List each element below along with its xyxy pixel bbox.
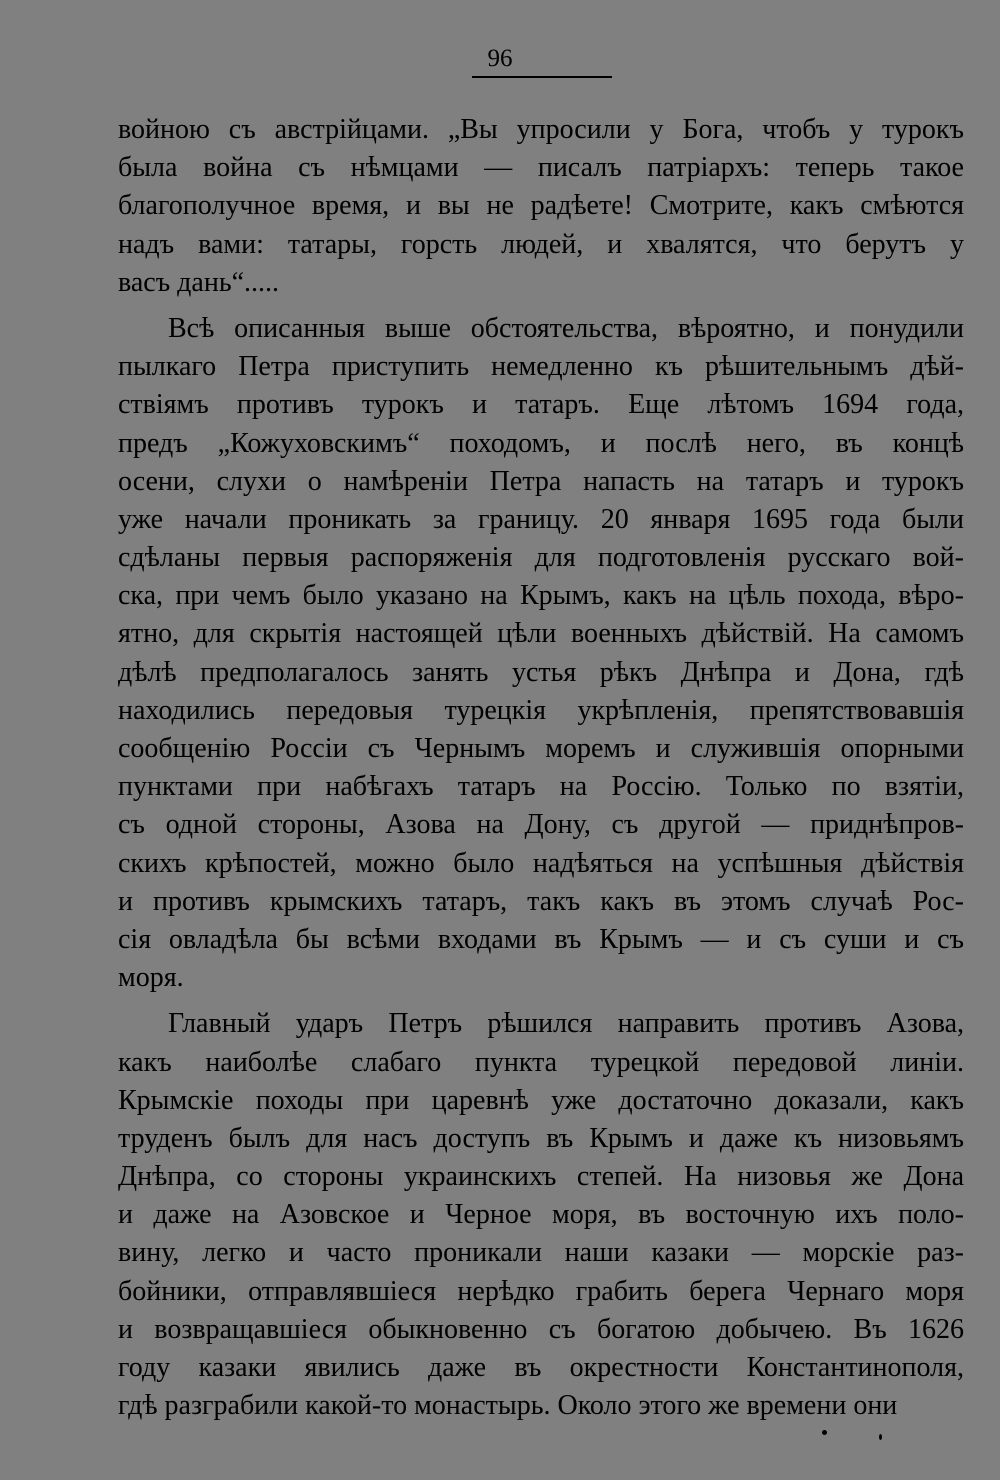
- text-line: скихъ крѣпостей, можно было надѣяться на успѣшныя дѣйствія: [118, 847, 964, 879]
- paragraph-gap: [118, 997, 964, 1005]
- text-line: бойники, отправлявшіеся нерѣдко грабить берега Чернаго моря: [118, 1275, 964, 1307]
- body-text: [118, 111, 964, 1425]
- paragraph-gap: [118, 302, 964, 310]
- header-rule: [472, 76, 612, 78]
- text-line: васъ дань“.....: [118, 266, 280, 298]
- text-line: и противъ крымскихъ татаръ, такъ какъ въ этомъ случаѣ Рос-: [118, 885, 964, 917]
- text-line: съ одной стороны, Азова на Дону, съ другой — приднѣпров-: [118, 809, 964, 841]
- text-line: гдѣ разграбили какой-то монастырь. Около этого же времени они: [118, 1390, 898, 1422]
- text-line: вину, легко и часто проникали наши казаки — морскіе раз-: [118, 1237, 964, 1269]
- text-line: войною съ австрійцами. „Вы упросили у Бога, чтобъ у турокъ: [118, 114, 964, 145]
- text-line: моря.: [118, 962, 184, 994]
- paragraph: [118, 111, 964, 302]
- text-line: Днѣпра, со стороны украинскихъ степей. На низовья же Дона: [118, 1161, 964, 1193]
- text-line: предъ „Кожуховскимъ“ походомъ, и послѣ него, въ концѣ: [118, 427, 964, 459]
- text-line: осени, слухи о намѣреніи Петра напасть на татаръ и турокъ: [118, 465, 964, 497]
- text-line: пылкаго Петра приступить немедленно къ рѣшительнымъ дѣй-: [118, 351, 964, 383]
- text-line: надъ вами: татары, горсть людей, и хвалятся, что берутъ у: [118, 228, 964, 260]
- paragraph: [118, 1005, 964, 1425]
- text-line: году казаки явились даже въ окрестности Константинополя,: [118, 1352, 964, 1383]
- text-line: ска, при чемъ было указано на Крымъ, какъ на цѣль похода, вѣро-: [118, 580, 964, 612]
- text-line: и даже на Азовское и Черное моря, въ восточную ихъ поло-: [118, 1199, 964, 1231]
- text-line: какъ наиболѣе слабаго пункта турецкой передовой линіи.: [118, 1046, 964, 1078]
- text-line: сообщенію Россіи съ Чернымъ моремъ и служившія опорными: [118, 733, 964, 764]
- print-specks: [0, 1426, 1000, 1446]
- paragraph: [118, 310, 964, 997]
- text-line: находились передовыя турецкія укрѣпленія, препятствовавшія: [118, 694, 964, 726]
- ink-speck: [822, 1430, 827, 1435]
- ink-speck: [879, 1434, 882, 1440]
- page-number: 96: [487, 45, 513, 72]
- text-line: дѣлѣ предполагалось занять устья рѣкъ Днѣпра и Дона, гдѣ: [118, 656, 964, 688]
- text-line: сдѣланы первыя распоряженія для подготовленія русскаго вой-: [118, 542, 964, 574]
- text-line: сія овладѣла бы всѣми входами въ Крымъ — и съ суши и съ: [118, 923, 964, 955]
- text-line: ятно, для скрытія настоящей цѣли военныхъ дѣйствій. На самомъ: [118, 618, 964, 650]
- text-line: и возвращавшіеся обыкновенно съ богатою добычею. Въ 1626: [118, 1313, 964, 1345]
- text-line: благополучное время, и вы не радѣете! Смотрите, какъ смѣются: [118, 190, 964, 222]
- text-line: труденъ былъ для насъ доступъ въ Крымъ и даже къ низовьямъ: [118, 1122, 964, 1154]
- text-line: Главный ударъ Петръ рѣшился направить противъ Азова,: [168, 1008, 964, 1040]
- text-line: была война съ нѣмцами — писалъ патріархъ: теперь такое: [118, 152, 964, 184]
- text-line: Всѣ описанныя выше обстоятельства, вѣроятно, и понудили: [168, 312, 964, 344]
- text-line: пунктами при набѣгахъ татаръ на Россію. Только по взятіи,: [118, 771, 964, 803]
- text-line: уже начали проникать за границу. 20 января 1695 года были: [118, 503, 964, 535]
- text-line: ствіямъ противъ турокъ и татаръ. Еще лѣтомъ 1694 года,: [118, 389, 964, 421]
- text-line: Крымскіе походы при царевнѣ уже достаточно доказали, какъ: [118, 1084, 964, 1116]
